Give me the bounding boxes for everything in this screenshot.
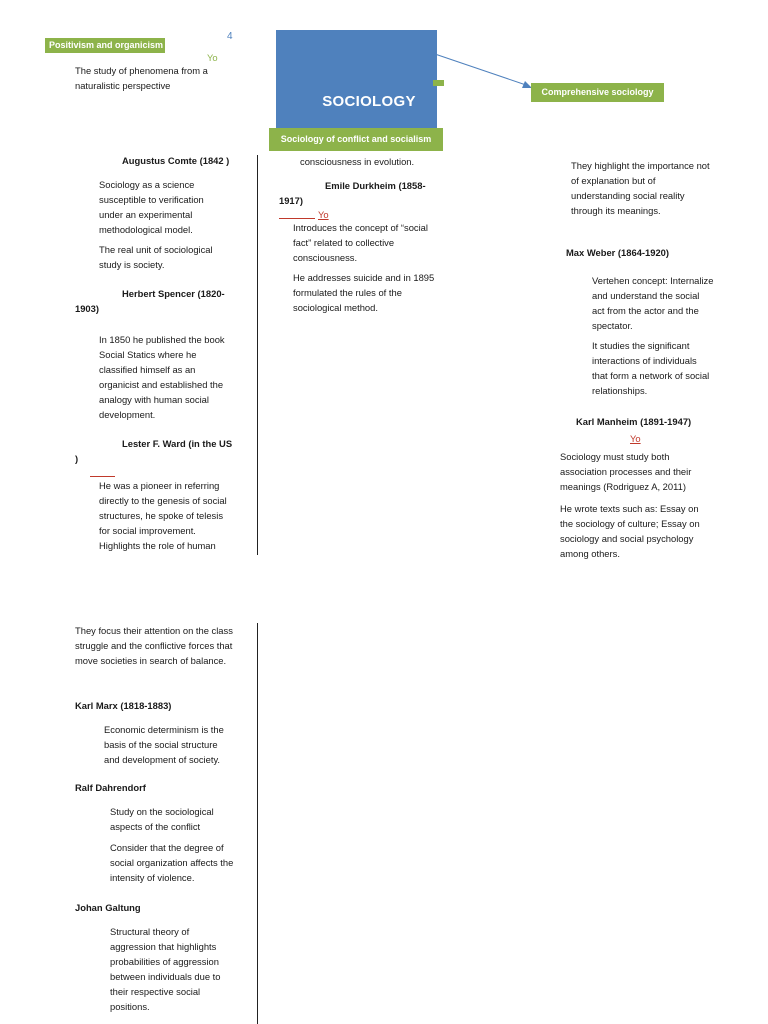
conflict-socialism-tag: Sociology of conflict and socialism xyxy=(269,128,443,151)
galtung-heading: Johan Galtung xyxy=(75,902,141,913)
weber-paragraph-1: Vertehen concept: Internalize and understand the social act from the actor and the spectator. xyxy=(592,275,714,331)
positivism-tag: Positivism and organicism xyxy=(45,38,165,53)
comte-heading: Augustus Comte (1842 ) xyxy=(122,155,230,166)
durkheim-paragraph-2: He addresses suicide and in 1895 formulated the rules of the sociological method. xyxy=(293,272,435,313)
spencer-paragraph-1: In 1850 he published the book Social Statics where he classified himself as an organicist and established the analogy with human social development. xyxy=(99,334,225,420)
mannheim-heading: Karl Manheim (1891-1947) xyxy=(576,416,692,427)
red-marker-line xyxy=(90,476,115,477)
ward-paragraph-1: He was a pioneer in referring directly to the genesis of social structures, he spoke of telesis for social improvement. Highlights the role of human xyxy=(99,480,227,551)
sociology-title: SOCIOLOGY xyxy=(322,93,416,110)
mannheim-paragraph-1: Sociology must study both association processes and their meanings (Rodriguez A, 2011) xyxy=(560,451,692,492)
spencer-heading-a: Herbert Spencer (1820- xyxy=(122,288,225,299)
ward-heading-b: ) xyxy=(75,453,79,464)
column-divider xyxy=(257,155,258,555)
spencer-heading-b: 1903) xyxy=(75,303,99,314)
sociology-title-box xyxy=(276,30,437,129)
dahrendorf-paragraph-2: Consider that the degree of social organization affects the intensity of violence. xyxy=(110,842,234,883)
dahrendorf-heading: Ralf Dahrendorf xyxy=(75,782,146,793)
conflict-intro: They focus their attention on the class struggle and the conflictive forces that move societies in search of balance. xyxy=(75,625,233,666)
marx-heading: Karl Marx (1818-1883) xyxy=(75,700,172,711)
comte-paragraph-1: Sociology as a science susceptible to verification under an experimental methodological model. xyxy=(99,179,204,235)
durkheim-paragraph-1: Introduces the concept of “social fact” related to collective consciousness. xyxy=(293,222,428,263)
dahrendorf-paragraph-1: Study on the sociological aspects of the conflict xyxy=(110,806,214,832)
comprehensive-tag: Comprehensive sociology xyxy=(531,83,664,102)
weber-heading: Max Weber (1864-1920) xyxy=(566,247,670,258)
connector-arrow xyxy=(430,50,540,95)
positivism-intro: The study of phenomena from a naturalistic perspective xyxy=(75,65,208,91)
ward-heading-a: Lester F. Ward (in the US xyxy=(122,438,233,449)
red-marker-line xyxy=(279,218,315,219)
marx-paragraph-1: Economic determinism is the basis of the social structure and development of society. xyxy=(104,724,224,765)
mannheim-yo: Yo xyxy=(630,433,641,444)
bottom-column-divider xyxy=(257,623,258,1024)
galtung-paragraph-1: Structural theory of aggression that highlights probabilities of aggression between individuals due to their respective social positions. xyxy=(110,926,221,1012)
comte-paragraph-2: The real unit of sociological study is society. xyxy=(99,244,213,270)
durkheim-heading-b: 1917) xyxy=(279,195,303,206)
mannheim-paragraph-2: He wrote texts such as: Essay on the sociology of culture; Essay on sociology and social psychology among others. xyxy=(560,503,700,559)
page-number: 4 xyxy=(227,31,233,42)
durkheim-yo: Yo xyxy=(318,209,329,220)
yo-mark: Yo xyxy=(207,52,218,63)
comprehensive-intro: They highlight the importance not of explanation but of understanding social reality through its meanings. xyxy=(571,160,710,216)
weber-paragraph-2: It studies the significant interactions of individuals that form a network of social relationships. xyxy=(592,340,710,396)
middle-continuation: consciousness in evolution. xyxy=(300,156,415,167)
durkheim-heading-a: Emile Durkheim (1858- xyxy=(325,180,426,191)
